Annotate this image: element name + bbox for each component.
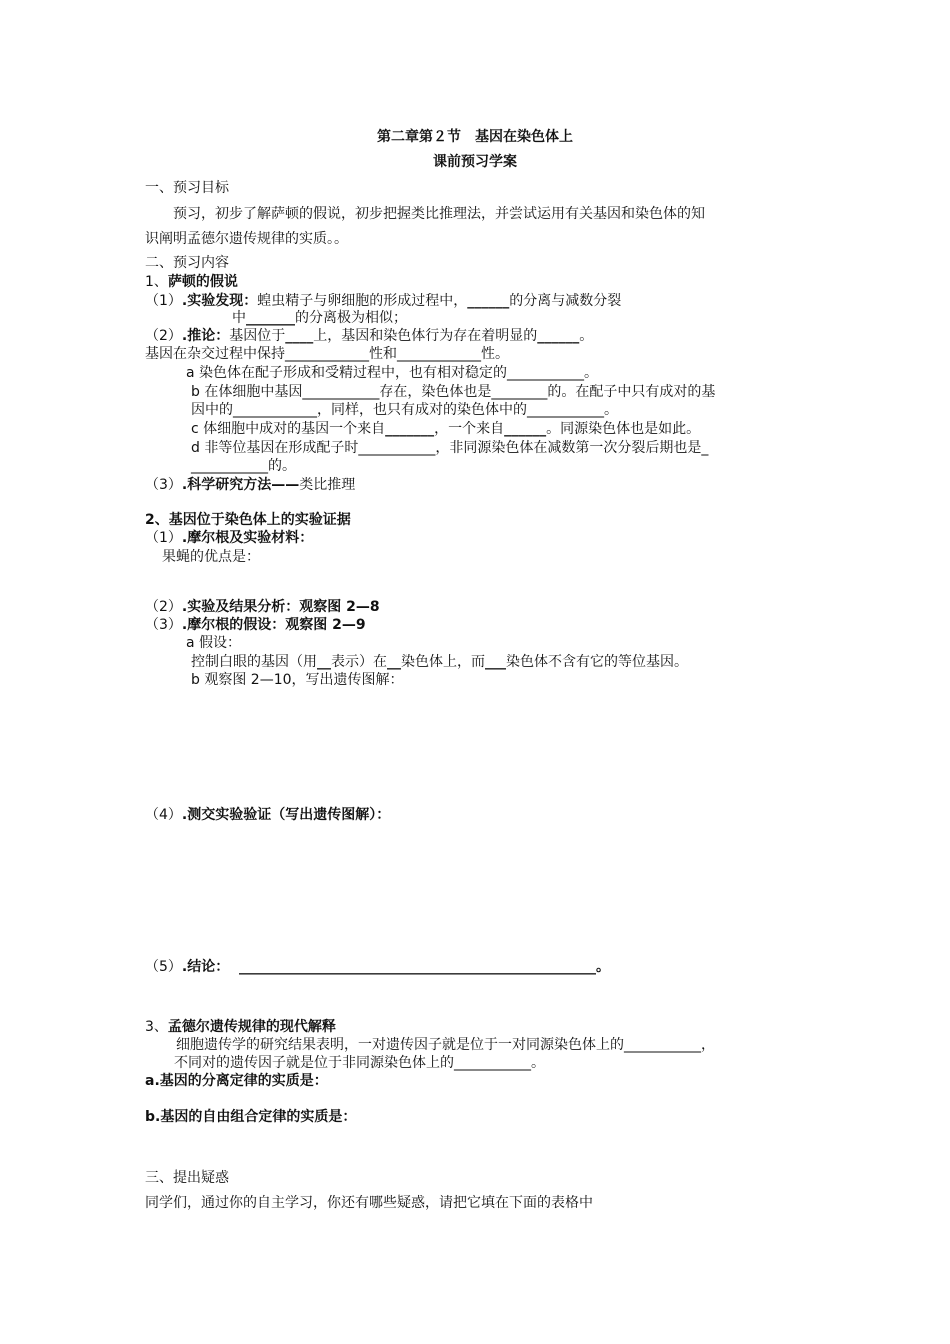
page-subtitle: 课前预习学案 xyxy=(433,154,517,170)
part2-item5: （5）.结论： ___________________________________________________。 xyxy=(145,959,610,975)
part1-item3: （3）.科学研究方法——类比推理 xyxy=(145,477,356,493)
part2-title: 2、基因位于染色体上的实验证据 xyxy=(145,512,351,528)
part1-item1: （1）.实验发现：蝗虫精子与卵细胞的形成过程中，______的分离与减数分裂 xyxy=(145,293,622,309)
part1-point-d-line2: ___________的。 xyxy=(191,458,296,474)
part3-title: 3、孟德尔遗传规律的现代解释 xyxy=(145,1019,336,1035)
part2-item4: （4）.测交实验验证（写出遗传图解）： xyxy=(145,807,391,823)
page-title: 第二章第２节 基因在染色体上 xyxy=(377,129,573,145)
part2-hypothesis-text: 控制白眼的基因（用__表示）在__染色体上，而___染色体不含有它的等位基因。 xyxy=(191,654,688,670)
part1-point-b-line1: b 在体细胞中基因___________存在，染色体也是________的。在配子中只有成对的基 xyxy=(191,384,716,400)
part2-item1-sub: 果蝇的优点是： xyxy=(162,549,260,565)
section1-heading: 一、预习目标 xyxy=(145,180,229,196)
part2-hypothesis-label: a 假设： xyxy=(186,635,242,651)
part1-item2-line2: 基因在杂交过程中保持____________性和____________性。 xyxy=(145,346,509,362)
part2-item2: （2）.实验及结果分析：观察图 2—8 xyxy=(145,599,380,615)
part1-title: 1、萨顿的假说 xyxy=(145,274,238,290)
part3-point-a: a.基因的分离定律的实质是： xyxy=(145,1073,328,1089)
section3-heading: 三、提出疑惑 xyxy=(145,1170,229,1186)
section2-heading: 二、预习内容 xyxy=(145,255,229,271)
section1-body-line2: 识阐明孟德尔遗传规律的实质。。 xyxy=(145,231,348,247)
part1-point-a: a 染色体在配子形成和受精过程中，也有相对稳定的___________。 xyxy=(186,365,599,381)
part1-item2: （2）.推论：基因位于____上，基因和染色体行为存在着明显的______。 xyxy=(145,328,594,344)
part1-point-d-line1: d 非等位基因在形成配子时___________，非同源染色体在减数第一次分裂后期也是_ xyxy=(191,440,709,456)
section1-body-line1: 预习，初步了解萨顿的假说，初步把握类比推理法，并尝试运用有关基因和染色体的知 xyxy=(145,206,705,222)
section3-body: 同学们，通过你的自主学习，你还有哪些疑惑，请把它填在下面的表格中 xyxy=(145,1195,593,1211)
part2-point-b: b 观察图 2—10，写出遗传图解： xyxy=(191,672,404,688)
part3-line1: 细胞遗传学的研究结果表明，一对遗传因子就是位于一对同源染色体上的___________， xyxy=(162,1037,715,1053)
part3-point-b: b.基因的自由组合定律的实质是： xyxy=(145,1109,357,1125)
part2-item3: （3）.摩尔根的假设：观察图 2—9 xyxy=(145,617,366,633)
part2-item1: （1）.摩尔根及实验材料： xyxy=(145,530,314,546)
part1-point-c: c 体细胞中成对的基因一个来自_______，一个来自______。同源染色体也是如此。 xyxy=(191,421,701,437)
part1-item1-line2: 中_______的分离极为相似； xyxy=(232,310,407,326)
part1-point-b-line2: 因中的____________，同样，也只有成对的染色体中的___________。 xyxy=(191,402,618,418)
part3-line2: 不同对的遗传因子就是位于非同源染色体上的___________。 xyxy=(174,1055,545,1071)
